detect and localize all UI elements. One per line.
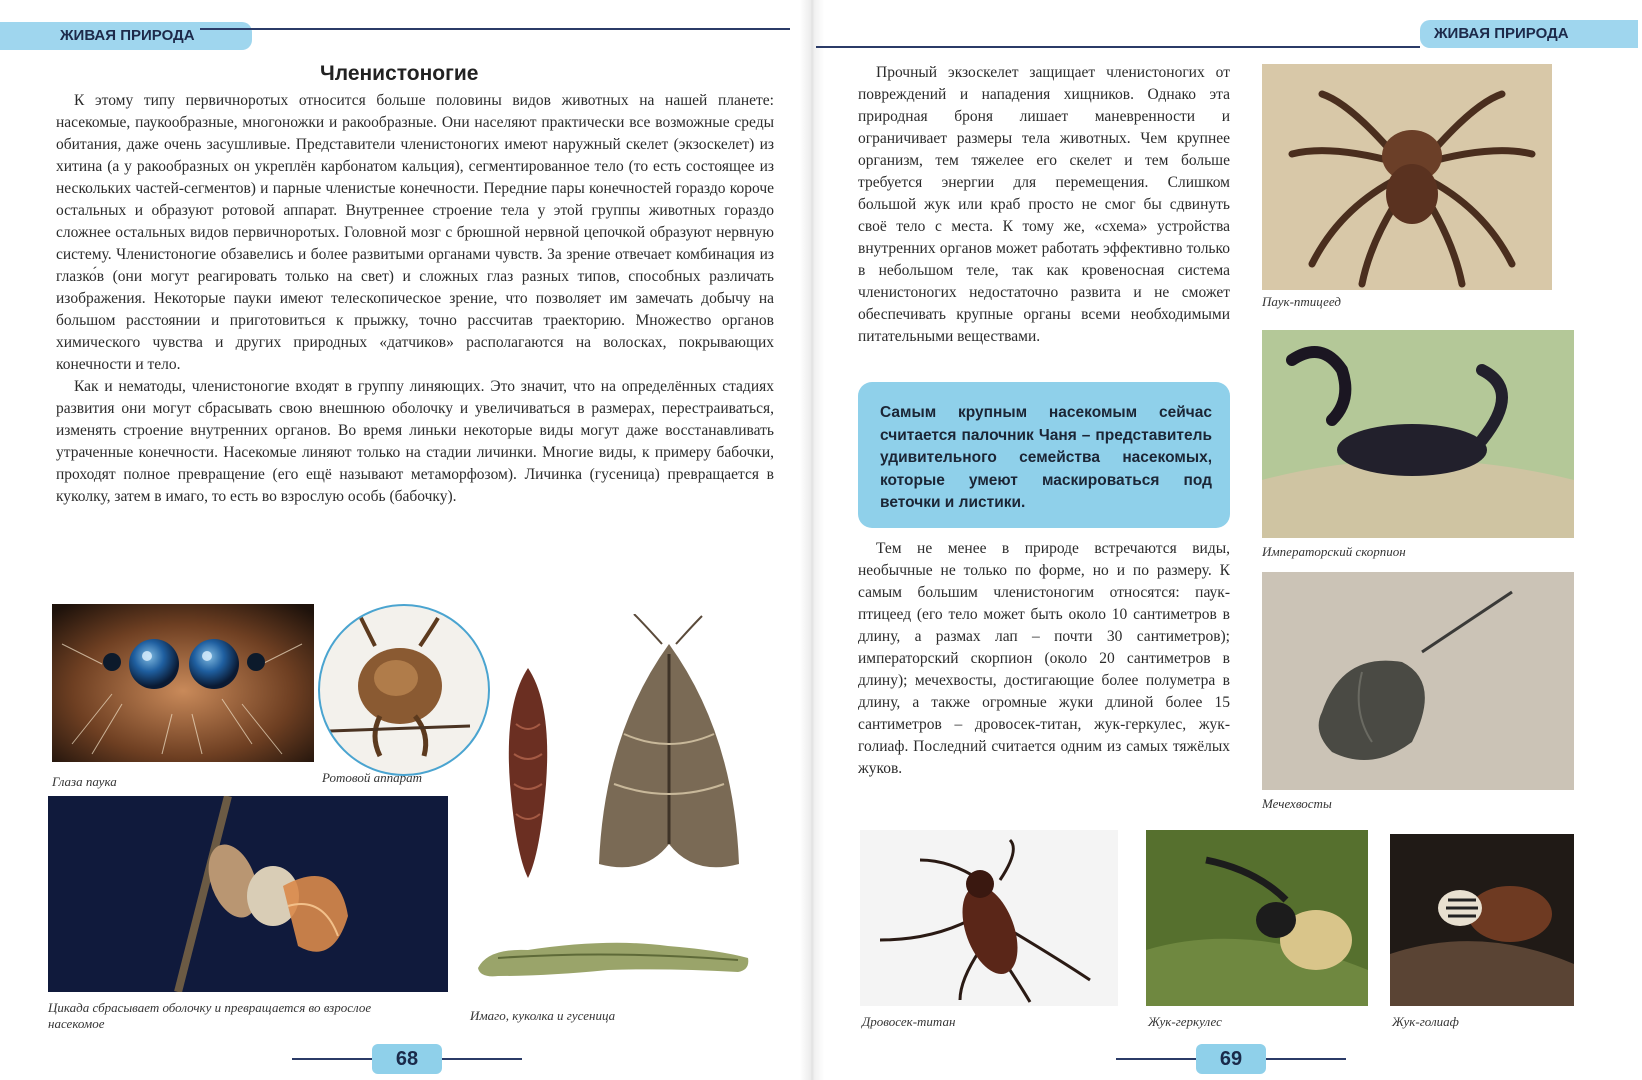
titan-beetle-photo: [860, 830, 1118, 1006]
moth-photo: [584, 614, 754, 886]
header-rule-left: [200, 28, 790, 30]
caption-stages: Имаго, куколка и гусеница: [470, 1008, 616, 1023]
caption-scorpion: Императорский скорпион: [1262, 544, 1406, 559]
right-body-text-2: [858, 538, 1230, 780]
page-title: Членистоногие: [320, 62, 479, 85]
caption-tarantula: Паук-птицеед: [1262, 294, 1341, 309]
mouthparts-photo: [318, 604, 490, 776]
right-body-text-1: [858, 62, 1230, 348]
pupa-photo: [502, 664, 554, 882]
footer-rule-left-a: [292, 1058, 372, 1060]
left-body-text: [56, 90, 774, 508]
header-rule-right: [816, 46, 1420, 48]
footer-rule-right-b: [1266, 1058, 1346, 1060]
footer-rule-right-a: [1116, 1058, 1196, 1060]
spider-eyes-illustration: [52, 604, 314, 762]
footer-rule-left-b: [442, 1058, 522, 1060]
caption-cicada: Цикада сбрасывает оболочку и превращается во взрослое насекомое: [48, 1000, 372, 1031]
left-paragraph-2: Как и нематоды, членистоногие входят в группу линяющих. Это значит, что на определённых стадиях развития они могут сбрасывать свою внешнюю оболочку и увеличиваться в размерах, перестраиваться, изменять строение внутренних органов. Во время линьки некоторые виды могут даже восстанавливать утраченные конечности. Насекомые линяют только на стадии личинки. Многие виды, к примеру бабочки, проходят полное превращение (его ещё называют метаморфозом). Личинка (гусеница) превращается в куколку, затем в имаго, то есть во взрослую особь (бабочку).: [56, 378, 774, 505]
left-paragraph-1: К этому типу первичноротых относится больше половины видов животных на нашей планете: насекомые, паукообразные, многоножки и ракообразные. Они населяют практически все возможные среды обитания, даже очень засушливые. Представители членистоногих имеют наружный скелет (экзоскелет) из хитина (а у ракообразных он укреплён карбонатом кальция), сегментированное тело (то есть состоящее из нескольких частей-сегментов) и парные членистые конечности. Передние пары конечностей гораздо короче остальных и образуют ротовой аппарат. Внутреннее строение тела у этой группы животных гораздо сложнее остальных видов первичноротых. Головной мозг с брюшной нервной цепочкой образуют нервную систему. Членистоногие обзавелись и более развитыми органами чувств. За зрение отвечает комбинация из глазко́в (они могут реагировать только на свет) и сложных глаз разных типов, способных различать изображения. Некоторые пауки имеют телескопическое зрение, что позволяет им замечать добычу на большом расстоянии и приготовиться к прыжку, точно рассчитав траекторию. Множество органов химического чувства и других природных «датчиков» располагаются на волосках, покрывающих конечности и тело.: [56, 92, 774, 373]
caption-hercules: Жук-геркулес: [1148, 1014, 1222, 1029]
titan-beetle-illustration: [860, 830, 1118, 1006]
book-spine: [800, 0, 824, 1080]
mouthparts-illustration: [320, 606, 488, 774]
spider-eyes-photo: [52, 604, 314, 762]
caterpillar-illustration: [468, 928, 756, 986]
scorpion-illustration: [1262, 330, 1574, 538]
horseshoe-crab-photo: [1262, 572, 1574, 790]
page-number-left: 68: [372, 1044, 442, 1074]
hercules-beetle-illustration: [1146, 830, 1368, 1006]
tarantula-illustration: [1262, 64, 1552, 290]
tarantula-photo: [1262, 64, 1552, 290]
fact-callout: Самым крупным насекомым сейчас считается палочник Чаня – представитель удивительного семейства насекомых, которые умеют маскироваться под веточки и листики.: [858, 382, 1230, 528]
page-number-right: 69: [1196, 1044, 1266, 1074]
goliath-beetle-illustration: [1390, 834, 1574, 1006]
caption-titan: Дровосек-титан: [862, 1014, 956, 1029]
right-paragraph-2: Тем не менее в природе встречаются виды, необычные не только по форме, но и по размеру. К самым большим членистоногим относятся: паук-птицеед (его тело может быть около 10 сантиметров в длину, а размах лап – почти 30 сантиметров); императорский скорпион (около 20 сантиметров в длину); мечехвосты, достигающие более полуметра в длину, а также огромные жуки длиной более 15 сантиметров – дровосек-титан, жук-геркулес, жук-голиаф. Последний считается одним из самых тяжёлых жуков.: [858, 540, 1230, 777]
moth-illustration: [584, 614, 754, 886]
cicada-illustration: [48, 796, 448, 992]
scorpion-photo: [1262, 330, 1574, 538]
goliath-beetle-photo: [1390, 834, 1574, 1006]
caterpillar-photo: [468, 928, 756, 986]
caption-mouthparts: Ротовой аппарат: [322, 770, 422, 785]
caption-spider-eyes: Глаза паука: [52, 774, 117, 789]
section-tab-right: ЖИВАЯ ПРИРОДА: [1420, 20, 1638, 48]
section-tab-left: ЖИВАЯ ПРИРОДА: [0, 22, 252, 50]
caption-goliath: Жук-голиаф: [1392, 1014, 1459, 1029]
pupa-illustration: [502, 664, 554, 882]
right-paragraph-1: Прочный экзоскелет защищает членистоногих от повреждений и нападения хищников. Однако эта природная броня лишает маневренности и ограничивает размеры тела животных. Чем крупнее организм, тем тяжелее его скелет и тем больше требуется энергии для перемещения. Слишком большой жук или краб просто не смог бы сдвинуть своё тело с места. К тому же, «схема» устройства внутренних органов может работать эффективно только в небольшом теле, так как кровеносная система членистоногих недостаточно развита и не сможет обеспечивать крупные органы всеми необходимыми питательными веществами.: [858, 64, 1230, 345]
hercules-beetle-photo: [1146, 830, 1368, 1006]
cicada-photo: [48, 796, 448, 992]
horseshoe-crab-illustration: [1262, 572, 1574, 790]
caption-horseshoe: Мечехвосты: [1262, 796, 1332, 811]
